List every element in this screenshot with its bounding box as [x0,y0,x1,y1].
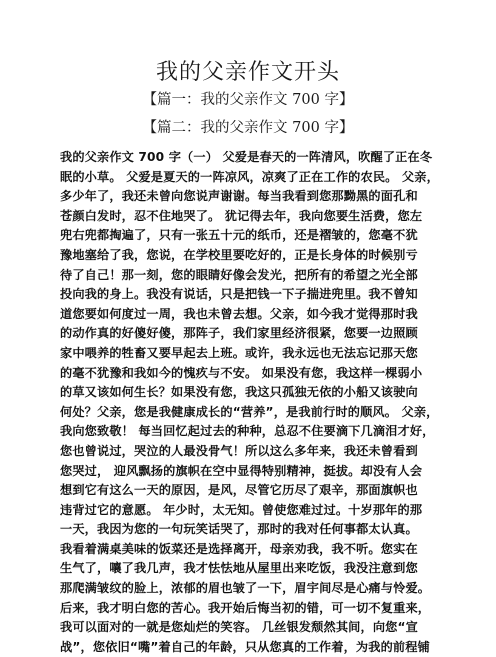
body-line: 我向您致敬！ 每当回忆起过去的种种，总忍不住要滴下几滴泪才好， [60,424,435,439]
body-line: 您也曾说过，哭泣的人最没骨气！所以这么多年来，我还未曾看到 [60,443,418,458]
body-line: 想到它有这么一天的原因，是风，尽管它历尽了艰辛，那面旗帜也 [60,483,418,498]
body-line: 违背过它的意愿。 年少时，太无知。曾使您难过过。十岁那年的那 [60,502,423,517]
body-line: 兜右兜都掏遍了，只有一张五十元的纸币，还是褶皱的，您毫不犹 [60,228,418,243]
essay-body [60,148,440,657]
body-line: 豫地塞给了我，您说，在学校里要吃好的，正是长身体的时候别亏 [60,247,418,262]
body-line: 战”，您依旧“嘴”着自己的年龄，只从您真的工作着，为我的前程铺 [60,639,430,654]
body-line: 您哭过， 迎风飘扬的旗帜在空中显得特别精神，挺拔。却没有人会 [60,463,423,478]
body-line: 多少年了，我还未曾向您说声谢谢。每当我看到您那黝黑的面孔和 [60,189,418,204]
body-line: 的草又该如何生长？如果没有您，我这只孤独无依的小船又该驶向 [60,385,418,400]
body-line: 眠的小草。 父爱是夏天的一阵凉风，凉爽了正在工作的农民。 父亲， [60,169,439,184]
body-line: 后来，我才明白您的苦心。我开始后悔当初的错，可一切不复重来， [60,600,431,615]
body-line: 我看着满桌美味的饭菜还是选择离开，母亲劝我，我不听。您实在 [60,541,418,556]
body-line: 一天，我因为您的一句玩笑话哭了，那时的我对任何事都太认真。 [60,522,418,537]
body-line: 待了自己！那一刻，您的眼睛好像会发光，把所有的希望之光全部 [60,267,418,282]
section-heading-2: 【篇二：我的父亲作文 700 字】 [142,120,354,136]
body-line: 何处？父亲，您是我健康成长的“营养”，是我前行时的顺风。 父亲， [60,404,439,419]
body-line: 我的父亲作文 700 字（一） 父爱是春天的一阵清风，吹醒了正在冬 [60,150,433,164]
body-line: 的动作真的好傻好傻，那阵子，我们家里经济很紧，您要一边照顾 [60,326,418,341]
body-line: 家中喂养的牲畜又要早起去上班。或许，我永远也无法忘记那天您 [60,345,418,360]
section-heading-1: 【篇一：我的父亲作文 700 字】 [142,92,354,108]
body-line: 那爬满皱纹的脸上，浓郁的眉也皱了一下，眉宇间尽是心痛与怜爱。 [60,581,431,596]
body-line: 我可以面对的一就是您灿烂的笑容。 几丝银发颓然其间，向您“宣 [60,620,419,635]
body-line: 苍颜白发时，忍不住地哭了。 犹记得去年，我向您要生活费，您左 [60,208,423,223]
document-title: 我的父亲作文开头 [155,60,340,85]
body-line: 生气了，嚷了我几声，我才怯怯地从屋里出来吃饭，我没注意到您 [60,561,418,576]
body-line: 道您要如何度过一周，我也未曾去想。父亲，如今我才觉得那时我 [60,306,418,321]
body-line: 投向我的身上。我没有说话，只是把钱一下子揣进兜里。我不曾知 [60,287,418,302]
body-line: 的毫不犹豫和我如今的愧疚与不安。 如果没有您，我这样一棵弱小 [60,365,423,380]
